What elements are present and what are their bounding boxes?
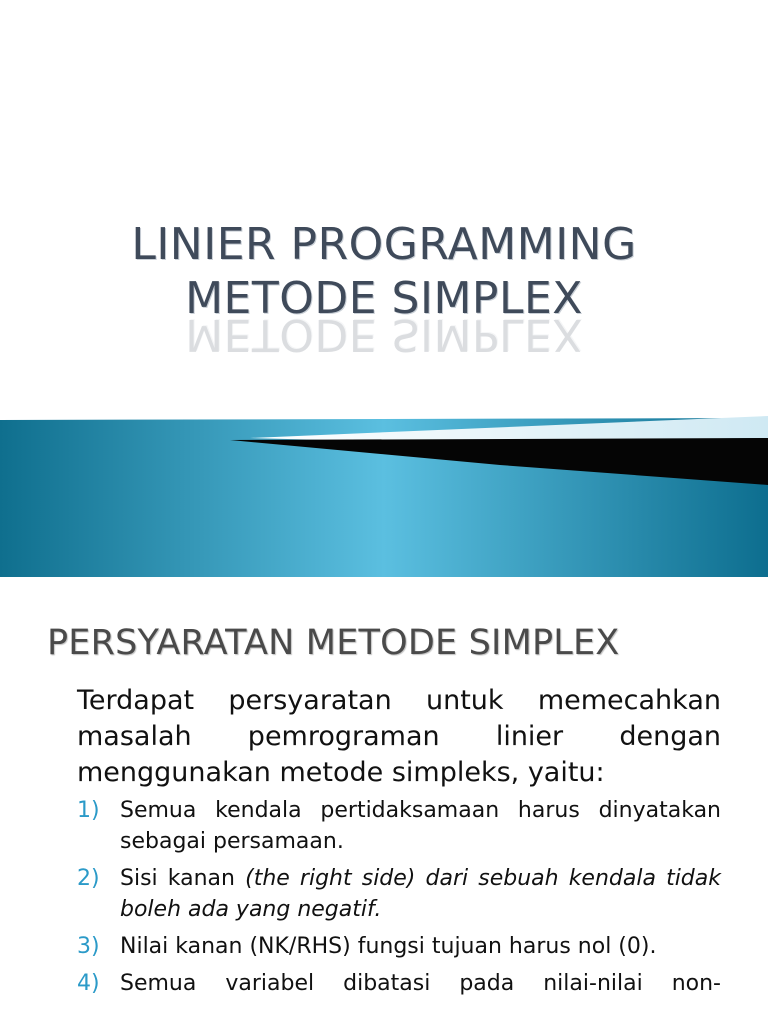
decorative-swoosh-band	[0, 410, 768, 577]
list-item-text: Sisi kanan	[120, 866, 246, 891]
list-item-italic-text: (the right side) dari sebuah kendala tidak boleh ada yang negatif.	[120, 866, 721, 922]
slide-title	[0, 218, 768, 361]
list-item	[77, 931, 721, 962]
list-item	[77, 968, 721, 999]
slide-heading: PERSYARATAN METODE SIMPLEX	[47, 623, 620, 663]
list-item-text: Semua variabel dibatasi pada nilai-nilai non-	[120, 971, 721, 996]
title-line-1: LINIER PROGRAMMING	[131, 219, 637, 270]
list-item	[77, 863, 721, 925]
requirements-list	[77, 795, 721, 999]
list-item-text: Semua kendala pertidaksamaan harus dinyatakan sebagai persamaan.	[120, 798, 721, 854]
slide-body	[77, 683, 721, 1005]
list-number: 1)	[77, 798, 100, 823]
list-number: 3)	[77, 934, 100, 959]
list-item-text: Nilai kanan (NK/RHS) fungsi tujuan harus nol (0).	[120, 934, 657, 959]
title-line-2: METODE SIMPLEX	[185, 272, 583, 324]
content-slide	[0, 577, 768, 1024]
list-number: 2)	[77, 866, 100, 891]
list-item	[77, 795, 721, 857]
intro-paragraph: Terdapat persyaratan untuk memecahkan masalah pemrograman linier dengan menggunakan metode simpleks, yaitu:	[77, 685, 721, 788]
title-reflection: METODE SIMPLEX	[185, 309, 583, 361]
list-number: 4)	[77, 971, 100, 996]
